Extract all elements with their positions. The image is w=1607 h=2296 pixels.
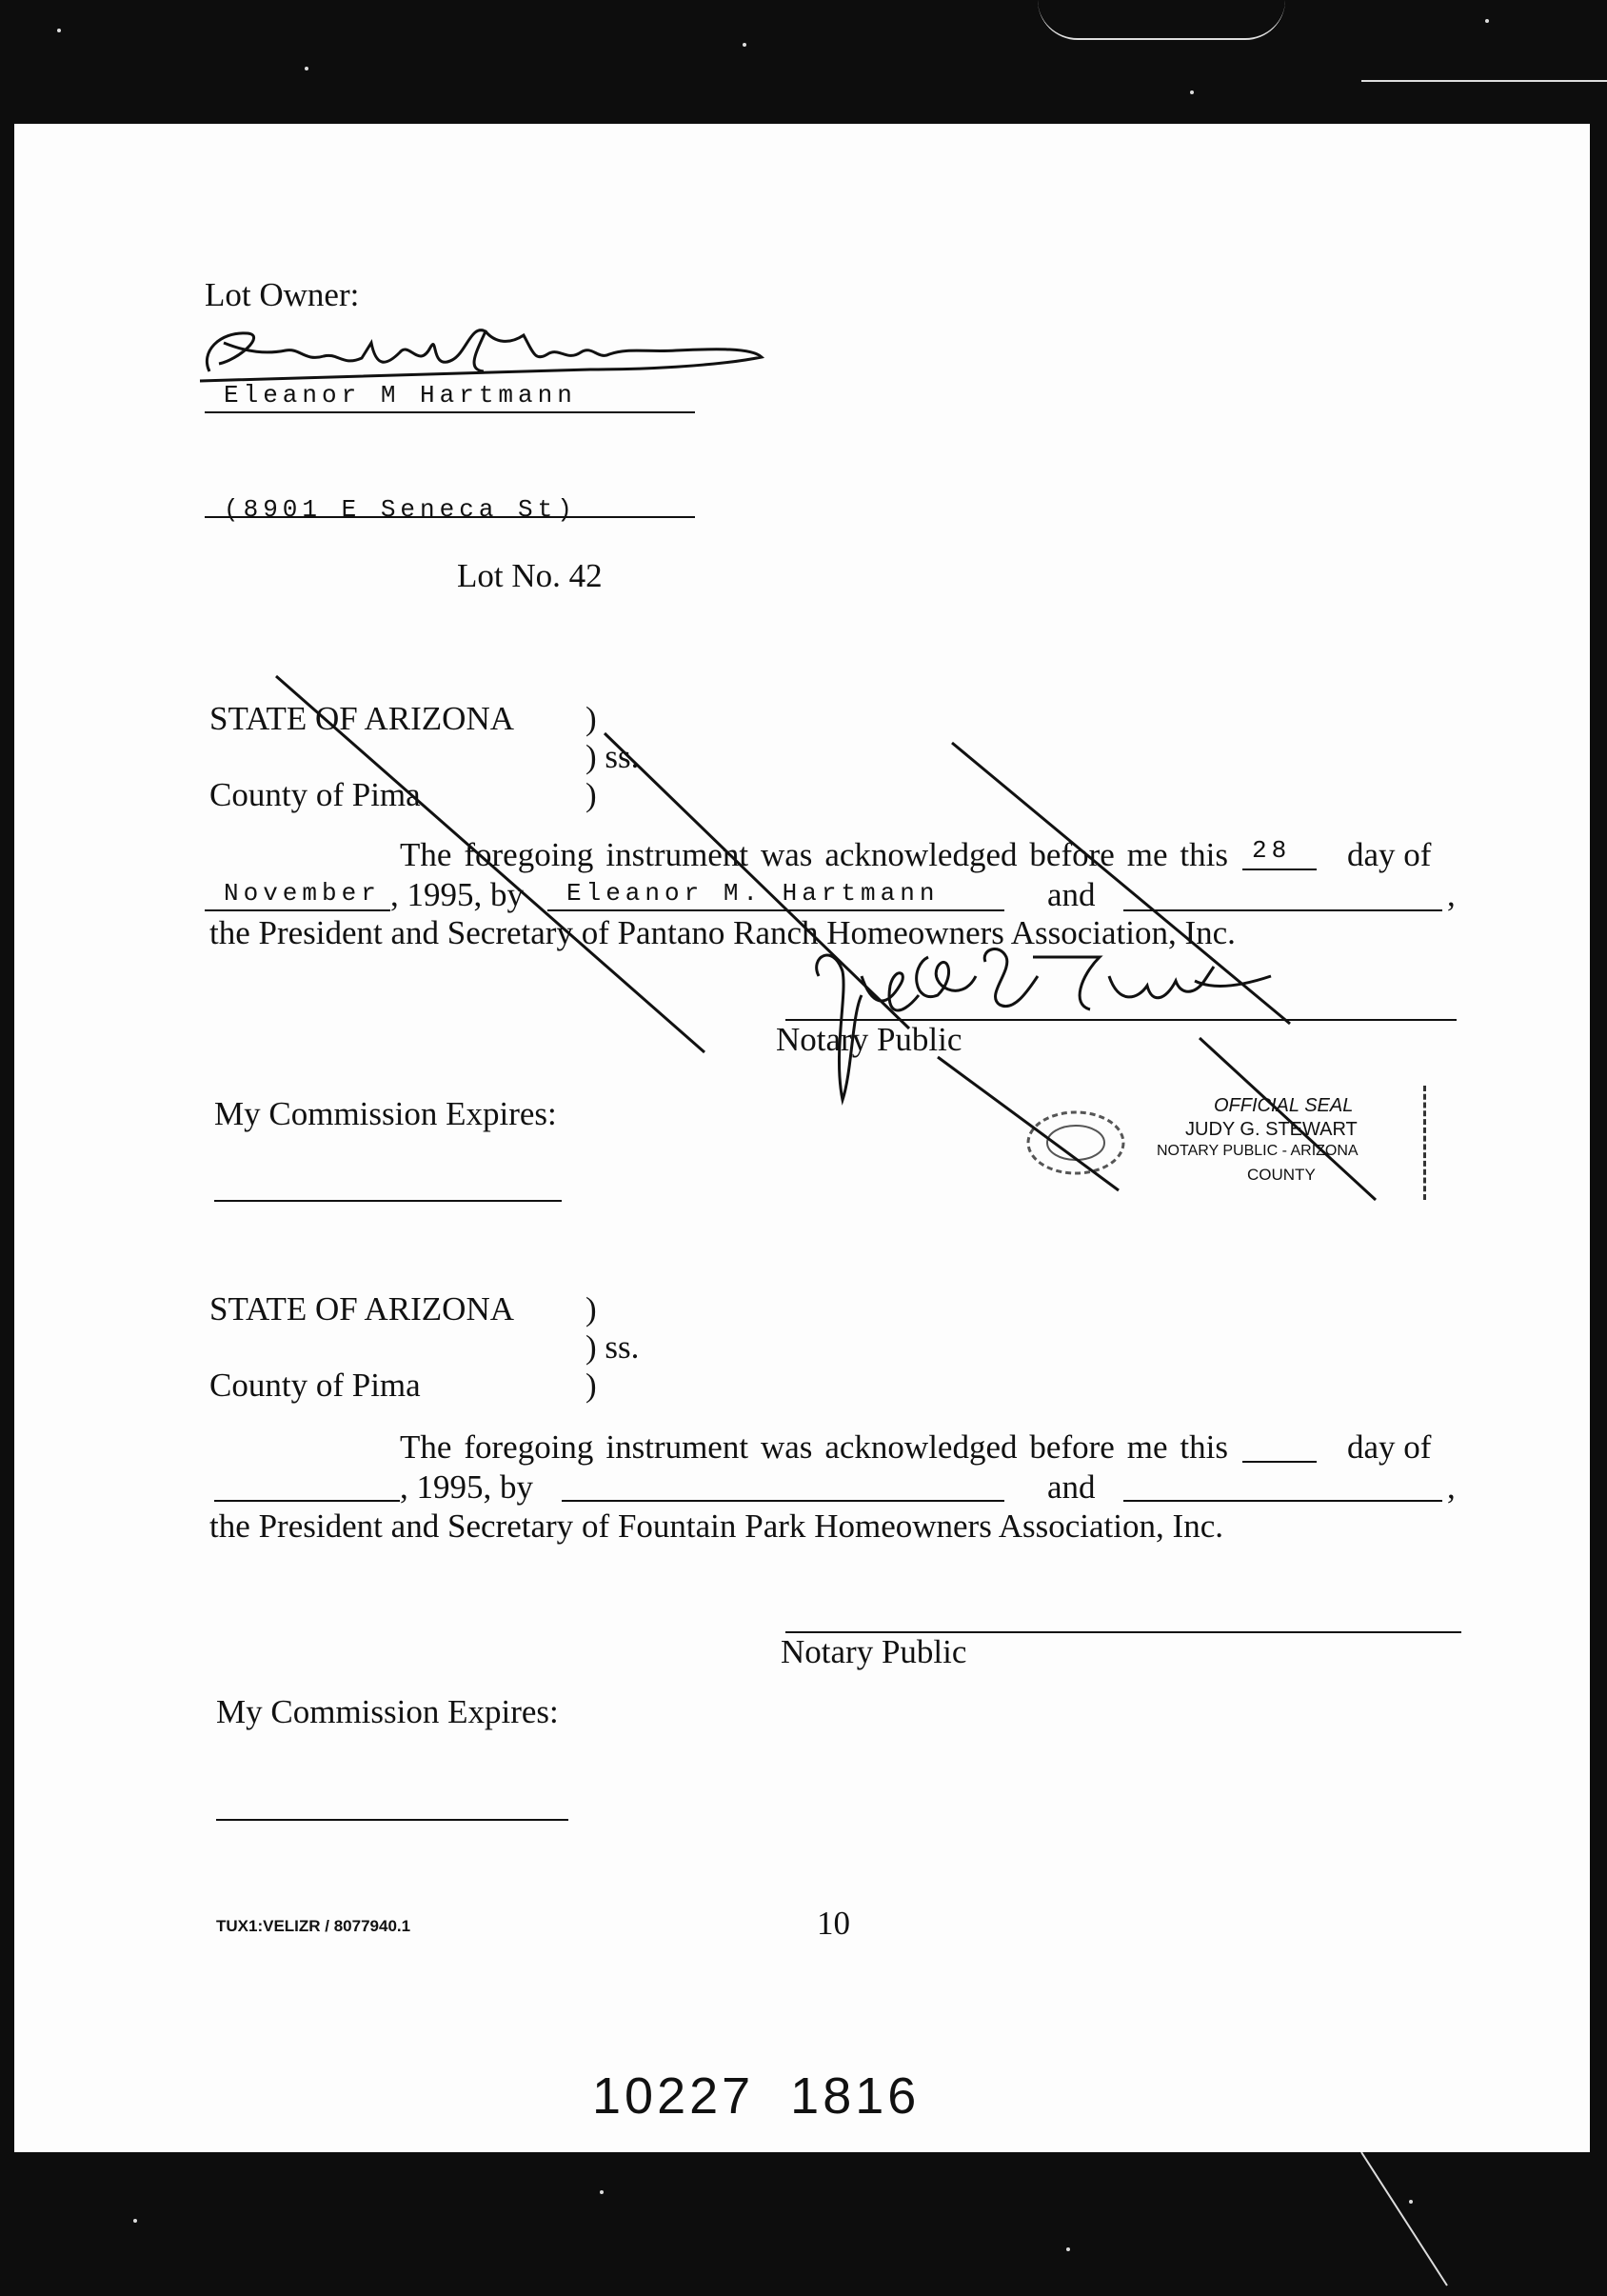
notary-public-label-1: Notary Public xyxy=(776,1021,962,1058)
ack-line-1: The foregoing instrument was acknowledged before me this xyxy=(400,836,1228,873)
record-number: 10227 1816 xyxy=(592,2067,921,2125)
bracket-1a: ) xyxy=(585,700,597,737)
scan-artifact-slash xyxy=(1352,2147,1457,2290)
state-label-2: STATE OF ARIZONA xyxy=(209,1290,514,1328)
seal-line-4: COUNTY xyxy=(1247,1166,1316,1184)
document-reference: TUX1:VELIZR / 8077940.1 xyxy=(216,1917,411,1935)
notary-public-label-2: Notary Public xyxy=(781,1633,967,1670)
owner-name: Eleanor M Hartmann xyxy=(224,381,577,409)
comma-2: , xyxy=(1447,1468,1456,1506)
president-line-2: the President and Secretary of Fountain Park Homeowners Association, Inc. xyxy=(209,1507,1223,1545)
president-line-1: the President and Secretary of Pantano Ranch Homeowners Association, Inc. xyxy=(209,914,1236,951)
seal-line-2: JUDY G. STEWART xyxy=(1185,1119,1358,1140)
name-underline-2 xyxy=(562,1500,1004,1502)
scan-artifact-line xyxy=(1361,80,1607,82)
seal-line-1: OFFICIAL SEAL xyxy=(1214,1095,1354,1116)
year-by-2: , 1995, by xyxy=(400,1468,533,1506)
commission-underline-2 xyxy=(216,1819,568,1821)
strike-through-lines xyxy=(14,124,1590,1267)
commission-label-1: My Commission Expires: xyxy=(214,1095,557,1132)
state-label-1: STATE OF ARIZONA xyxy=(209,700,514,737)
year-by-1: , 1995, by xyxy=(390,876,524,913)
second-name-underline-2 xyxy=(1123,1500,1442,1502)
scan-speck xyxy=(1485,19,1489,23)
page-number: 10 xyxy=(817,1905,850,1942)
day-of-label-2: day of xyxy=(1347,1428,1432,1466)
and-label-1: and xyxy=(1047,876,1096,913)
scan-speck xyxy=(600,2190,604,2194)
scan-speck xyxy=(1190,90,1194,94)
bracket-2a: ) xyxy=(585,1290,597,1328)
month-value-1: November xyxy=(224,879,381,908)
month-underline-2 xyxy=(214,1500,400,1502)
owner-address: (8901 E Seneca St) xyxy=(224,495,577,524)
lot-owner-label: Lot Owner: xyxy=(205,276,360,313)
name-value-1: Eleanor M. Hartmann xyxy=(566,879,940,908)
county-label-1: County of Pima xyxy=(209,776,421,813)
county-label-2: County of Pima xyxy=(209,1367,421,1404)
seal-line-3: NOTARY PUBLIC - ARIZONA xyxy=(1157,1143,1359,1159)
day-of-label-1: day of xyxy=(1347,836,1432,873)
bracket-1b: ) xyxy=(585,776,597,813)
scan-speck xyxy=(133,2219,137,2223)
ss-label-2: ) ss. xyxy=(585,1328,640,1366)
and-label-2: and xyxy=(1047,1468,1096,1506)
commission-label-2: My Commission Expires: xyxy=(216,1693,559,1730)
scan-speck xyxy=(305,67,308,70)
document-page xyxy=(14,124,1590,2152)
comma-1: , xyxy=(1447,876,1456,913)
ss-label-1: ) ss. xyxy=(585,738,640,775)
day-value-1: 28 xyxy=(1252,836,1292,865)
ack-line-2: The foregoing instrument was acknowledged before me this xyxy=(400,1428,1228,1466)
day-underline-2 xyxy=(1242,1461,1317,1463)
scan-speck xyxy=(743,43,746,47)
bracket-2b: ) xyxy=(585,1367,597,1404)
lot-number: Lot No. 42 xyxy=(457,557,603,594)
scan-speck xyxy=(1066,2247,1070,2251)
scan-speck xyxy=(57,29,61,32)
scan-artifact-curve xyxy=(1038,0,1285,40)
